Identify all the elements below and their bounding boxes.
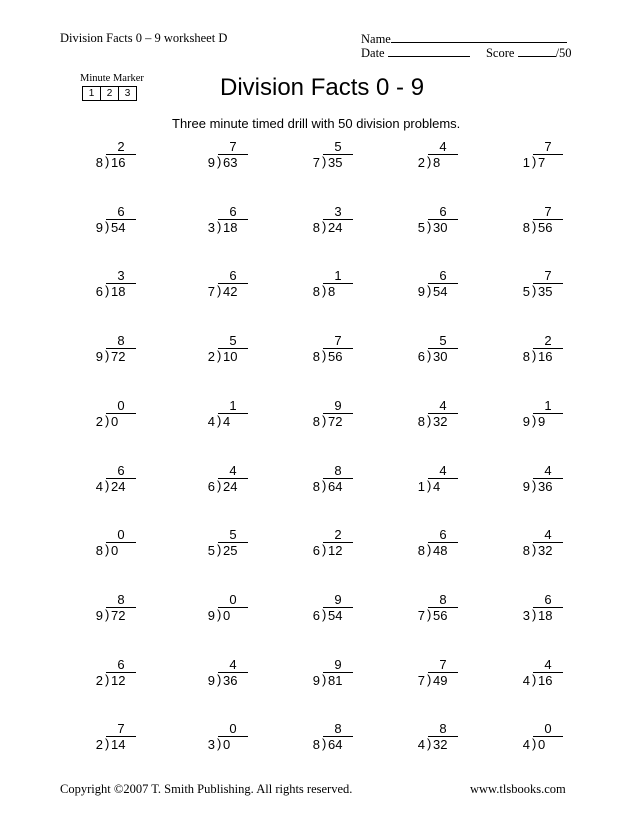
division-bracket: ) <box>217 736 222 751</box>
division-problem <box>301 205 361 241</box>
quotient: 0 <box>229 721 237 736</box>
quotient: 2 <box>544 333 552 348</box>
dividend: 64 <box>328 737 343 752</box>
dividend: 18 <box>538 608 553 623</box>
quotient: 0 <box>117 527 125 542</box>
quotient: 5 <box>229 333 237 348</box>
division-bracket: ) <box>105 348 110 363</box>
dividend: 8 <box>433 155 441 170</box>
dividend: 25 <box>223 543 238 558</box>
divisor: 9 <box>312 673 320 688</box>
division-bracket: ) <box>427 283 432 298</box>
division-problem <box>196 722 256 758</box>
division-bracket: ) <box>105 283 110 298</box>
quotient: 4 <box>229 463 237 478</box>
quotient: 6 <box>117 657 125 672</box>
division-bracket: ) <box>105 219 110 234</box>
division-bracket: ) <box>532 672 537 687</box>
division-bracket: ) <box>105 154 110 169</box>
dividend: 18 <box>111 284 126 299</box>
division-bracket: ) <box>532 607 537 622</box>
division-bracket: ) <box>322 413 327 428</box>
division-problem <box>196 334 256 370</box>
division-bracket: ) <box>217 348 222 363</box>
divisor: 1 <box>417 479 425 494</box>
division-bracket: ) <box>217 413 222 428</box>
division-problem <box>301 658 361 694</box>
divisor: 3 <box>207 220 215 235</box>
page-subtitle: Three minute timed drill with 50 division problems. <box>172 116 461 131</box>
quotient: 9 <box>334 657 342 672</box>
division-bracket: ) <box>532 478 537 493</box>
division-bracket: ) <box>427 219 432 234</box>
division-bracket: ) <box>427 154 432 169</box>
dividend: 49 <box>433 673 448 688</box>
name-label: Name <box>361 32 391 46</box>
date-label: Date <box>361 46 385 60</box>
dividend: 24 <box>111 479 126 494</box>
division-bracket: ) <box>322 348 327 363</box>
division-bracket: ) <box>217 219 222 234</box>
minute-marker-boxes <box>82 86 137 101</box>
dividend: 36 <box>223 673 238 688</box>
division-problem <box>511 140 571 176</box>
division-bracket: ) <box>322 478 327 493</box>
division-bracket: ) <box>105 413 110 428</box>
divisor: 8 <box>312 479 320 494</box>
divisor: 4 <box>522 737 530 752</box>
divisor: 2 <box>417 155 425 170</box>
division-problem <box>301 399 361 435</box>
divisor: 8 <box>522 349 530 364</box>
divisor: 6 <box>95 284 103 299</box>
page-title: Division Facts 0 - 9 <box>220 74 425 101</box>
division-bracket: ) <box>217 478 222 493</box>
name-line <box>391 31 567 43</box>
dividend: 56 <box>328 349 343 364</box>
divisor: 9 <box>95 608 103 623</box>
dividend: 16 <box>111 155 126 170</box>
division-problem <box>406 399 466 435</box>
quotient: 7 <box>544 268 552 283</box>
division-problem <box>84 658 144 694</box>
dividend: 54 <box>433 284 448 299</box>
dividend: 0 <box>223 608 231 623</box>
division-bracket: ) <box>532 542 537 557</box>
division-bracket: ) <box>217 154 222 169</box>
division-bracket: ) <box>532 283 537 298</box>
division-bracket: ) <box>532 219 537 234</box>
division-bracket: ) <box>217 283 222 298</box>
division-problem <box>406 464 466 500</box>
quotient: 5 <box>229 527 237 542</box>
divisor: 6 <box>207 479 215 494</box>
quotient: 6 <box>544 592 552 607</box>
divisor: 8 <box>95 543 103 558</box>
quotient: 7 <box>544 204 552 219</box>
dividend: 0 <box>111 414 119 429</box>
division-problem <box>196 205 256 241</box>
division-bracket: ) <box>427 542 432 557</box>
division-problem <box>511 658 571 694</box>
division-problem <box>301 464 361 500</box>
divisor: 4 <box>95 479 103 494</box>
copyright-notice: Copyright ©2007 T. Smith Publishing. All rights reserved. <box>60 782 353 796</box>
division-problem <box>84 593 144 629</box>
division-problem <box>84 528 144 564</box>
division-problem <box>301 140 361 176</box>
divisor: 7 <box>312 155 320 170</box>
division-bracket: ) <box>105 672 110 687</box>
division-problem <box>511 334 571 370</box>
quotient: 7 <box>229 139 237 154</box>
dividend: 0 <box>223 737 231 752</box>
division-problem <box>511 399 571 435</box>
division-problem <box>84 140 144 176</box>
division-problem <box>511 205 571 241</box>
division-problem <box>84 334 144 370</box>
division-bracket: ) <box>322 736 327 751</box>
divisor: 5 <box>522 284 530 299</box>
division-problem <box>301 334 361 370</box>
quotient: 2 <box>117 139 125 154</box>
divisor: 3 <box>522 608 530 623</box>
divisor: 2 <box>95 737 103 752</box>
division-problem <box>511 722 571 758</box>
dividend: 24 <box>223 479 238 494</box>
quotient: 4 <box>229 657 237 672</box>
quotient: 4 <box>439 463 447 478</box>
division-bracket: ) <box>217 672 222 687</box>
dividend: 16 <box>538 673 553 688</box>
quotient: 8 <box>334 463 342 478</box>
division-problem <box>511 528 571 564</box>
minute-marker-box[interactable]: 2 <box>101 87 119 100</box>
quotient: 1 <box>229 398 237 413</box>
worksheet-header-title: Division Facts 0 – 9 worksheet D <box>60 31 228 45</box>
dividend: 36 <box>538 479 553 494</box>
quotient: 5 <box>334 139 342 154</box>
quotient: 7 <box>117 721 125 736</box>
division-problem <box>301 528 361 564</box>
divisor: 9 <box>522 479 530 494</box>
divisor: 8 <box>417 414 425 429</box>
division-problem <box>196 593 256 629</box>
quotient: 1 <box>334 268 342 283</box>
minute-marker-box[interactable]: 1 <box>83 87 101 100</box>
division-problem <box>406 269 466 305</box>
division-problem <box>406 205 466 241</box>
quotient: 1 <box>544 398 552 413</box>
dividend: 32 <box>538 543 553 558</box>
divisor: 8 <box>312 349 320 364</box>
division-bracket: ) <box>322 219 327 234</box>
divisor: 6 <box>417 349 425 364</box>
dividend: 8 <box>328 284 336 299</box>
divisor: 2 <box>95 673 103 688</box>
division-problem <box>196 464 256 500</box>
division-bracket: ) <box>105 607 110 622</box>
dividend: 63 <box>223 155 238 170</box>
division-bracket: ) <box>532 413 537 428</box>
division-bracket: ) <box>217 542 222 557</box>
quotient: 6 <box>439 204 447 219</box>
dividend: 4 <box>223 414 231 429</box>
divisor: 7 <box>207 284 215 299</box>
division-problem <box>406 140 466 176</box>
quotient: 7 <box>439 657 447 672</box>
quotient: 6 <box>229 204 237 219</box>
divisor: 3 <box>207 737 215 752</box>
division-bracket: ) <box>532 154 537 169</box>
minute-marker-label: Minute Marker <box>80 73 144 84</box>
dividend: 9 <box>538 414 546 429</box>
divisor: 8 <box>312 414 320 429</box>
dividend: 72 <box>328 414 343 429</box>
divisor: 8 <box>522 220 530 235</box>
division-problem <box>301 269 361 305</box>
division-problem <box>406 528 466 564</box>
divisor: 9 <box>207 155 215 170</box>
divisor: 7 <box>417 673 425 688</box>
dividend: 42 <box>223 284 238 299</box>
quotient: 6 <box>229 268 237 283</box>
divisor: 9 <box>95 220 103 235</box>
division-problem <box>84 269 144 305</box>
division-bracket: ) <box>217 607 222 622</box>
divisor: 8 <box>417 543 425 558</box>
quotient: 8 <box>439 592 447 607</box>
division-bracket: ) <box>322 542 327 557</box>
dividend: 56 <box>433 608 448 623</box>
division-problem <box>511 593 571 629</box>
quotient: 4 <box>544 527 552 542</box>
dividend: 48 <box>433 543 448 558</box>
divisor: 8 <box>312 737 320 752</box>
division-bracket: ) <box>105 542 110 557</box>
quotient: 3 <box>117 268 125 283</box>
quotient: 6 <box>439 527 447 542</box>
division-bracket: ) <box>427 736 432 751</box>
division-problem <box>196 140 256 176</box>
quotient: 0 <box>229 592 237 607</box>
quotient: 6 <box>117 463 125 478</box>
quotient: 4 <box>439 139 447 154</box>
quotient: 8 <box>334 721 342 736</box>
divisor: 4 <box>522 673 530 688</box>
division-problem <box>196 658 256 694</box>
dividend: 30 <box>433 349 448 364</box>
date-line[interactable] <box>388 45 470 57</box>
division-bracket: ) <box>105 736 110 751</box>
minute-marker-box[interactable]: 3 <box>124 88 131 99</box>
website-link[interactable]: www.tlsbooks.com <box>470 782 566 796</box>
division-bracket: ) <box>532 736 537 751</box>
dividend: 32 <box>433 414 448 429</box>
dividend: 18 <box>223 220 238 235</box>
division-problem <box>84 464 144 500</box>
quotient: 6 <box>439 268 447 283</box>
quotient: 4 <box>439 398 447 413</box>
division-problem <box>301 593 361 629</box>
divisor: 8 <box>312 220 320 235</box>
quotient: 8 <box>117 592 125 607</box>
score-total: /50 <box>555 46 572 60</box>
division-problem <box>511 464 571 500</box>
division-problem <box>301 722 361 758</box>
dividend: 35 <box>328 155 343 170</box>
quotient: 9 <box>334 398 342 413</box>
division-bracket: ) <box>427 348 432 363</box>
division-problem <box>84 722 144 758</box>
quotient: 2 <box>334 527 342 542</box>
dividend: 10 <box>223 349 238 364</box>
quotient: 6 <box>117 204 125 219</box>
quotient: 0 <box>117 398 125 413</box>
divisor: 4 <box>417 737 425 752</box>
quotient: 9 <box>334 592 342 607</box>
divisor: 9 <box>417 284 425 299</box>
dividend: 4 <box>433 479 441 494</box>
division-problem <box>406 593 466 629</box>
quotient: 8 <box>439 721 447 736</box>
dividend: 14 <box>111 737 126 752</box>
divisor: 9 <box>207 673 215 688</box>
divisor: 7 <box>417 608 425 623</box>
divisor: 8 <box>95 155 103 170</box>
division-problem <box>196 269 256 305</box>
score-label: Score <box>485 46 515 60</box>
dividend: 56 <box>538 220 553 235</box>
divisor: 6 <box>312 608 320 623</box>
division-problem <box>196 528 256 564</box>
dividend: 54 <box>111 220 126 235</box>
dividend: 35 <box>538 284 553 299</box>
divisor: 9 <box>522 414 530 429</box>
division-bracket: ) <box>532 348 537 363</box>
quotient: 7 <box>544 139 552 154</box>
dividend: 81 <box>328 673 343 688</box>
dividend: 72 <box>111 608 126 623</box>
division-problem <box>196 399 256 435</box>
score-line[interactable] <box>518 45 556 57</box>
division-problem <box>84 205 144 241</box>
division-problem <box>406 334 466 370</box>
divisor: 9 <box>95 349 103 364</box>
dividend: 32 <box>433 737 448 752</box>
division-bracket: ) <box>105 478 110 493</box>
division-bracket: ) <box>427 672 432 687</box>
divisor: 8 <box>522 543 530 558</box>
division-bracket: ) <box>427 413 432 428</box>
dividend: 7 <box>538 155 546 170</box>
dividend: 30 <box>433 220 448 235</box>
quotient: 3 <box>334 204 342 219</box>
division-problem <box>84 399 144 435</box>
quotient: 4 <box>544 657 552 672</box>
quotient: 0 <box>544 721 552 736</box>
division-problem <box>406 658 466 694</box>
division-problem <box>406 722 466 758</box>
division-problem <box>511 269 571 305</box>
divisor: 5 <box>417 220 425 235</box>
dividend: 12 <box>111 673 126 688</box>
divisor: 4 <box>207 414 215 429</box>
dividend: 16 <box>538 349 553 364</box>
divisor: 6 <box>312 543 320 558</box>
division-bracket: ) <box>322 283 327 298</box>
dividend: 54 <box>328 608 343 623</box>
divisor: 5 <box>207 543 215 558</box>
divisor: 9 <box>207 608 215 623</box>
quotient: 5 <box>439 333 447 348</box>
dividend: 0 <box>111 543 119 558</box>
division-bracket: ) <box>427 478 432 493</box>
quotient: 8 <box>117 333 125 348</box>
division-bracket: ) <box>322 607 327 622</box>
divisor: 1 <box>522 155 530 170</box>
division-bracket: ) <box>322 154 327 169</box>
divisor: 2 <box>95 414 103 429</box>
division-bracket: ) <box>427 607 432 622</box>
dividend: 0 <box>538 737 546 752</box>
division-bracket: ) <box>322 672 327 687</box>
quotient: 7 <box>334 333 342 348</box>
quotient: 4 <box>544 463 552 478</box>
dividend: 64 <box>328 479 343 494</box>
date-score-row <box>361 45 572 61</box>
dividend: 12 <box>328 543 343 558</box>
dividend: 24 <box>328 220 343 235</box>
divisor: 2 <box>207 349 215 364</box>
divisor: 8 <box>312 284 320 299</box>
dividend: 72 <box>111 349 126 364</box>
